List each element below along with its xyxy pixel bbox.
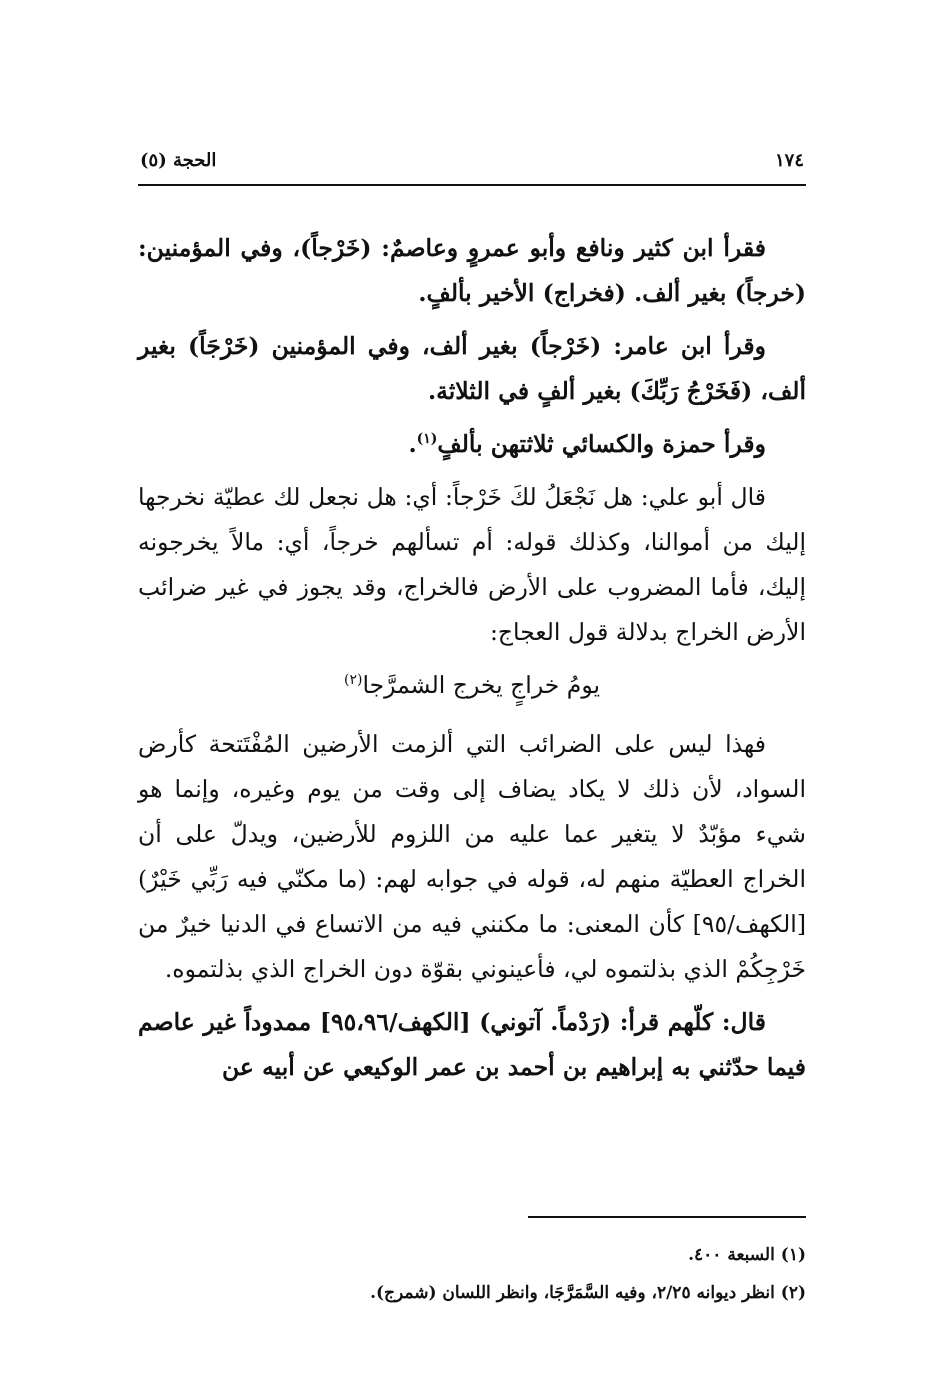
footnote-2: (٢) انظر ديوانه ٢/٢٥، وفيه السَّمَرَّجَا، وانظر اللسان (شمرج). — [370, 1283, 806, 1303]
paragraph-ibn-amir-reading: وقرأ ابن عامر: (خَرْجاً) بغير ألف، وفي المؤمنين (خَرْجَاً) بغير ألف، (فَخَرْجُ رَبِّكَ) بغير ألفٍ في الثلاثة. — [138, 332, 806, 405]
footnote-ref-2: (٢) — [343, 672, 363, 689]
sentence-period: . — [408, 430, 417, 458]
paragraph-hamza-reading — [138, 422, 806, 467]
hamza-reading-text: وقرأ حمزة والكسائي ثلاثتهن بألفٍ — [437, 430, 766, 458]
footnote-ref-1: (١) — [416, 431, 438, 448]
footnote-1: (١) السبعة ٤٠٠. — [688, 1245, 806, 1265]
header-rule — [138, 184, 806, 186]
verse-text: يومُ خراجٍ يخرج الشمرَّجا — [362, 671, 601, 699]
paragraph-abu-ali-commentary: قال أبو علي: هل نَجْعَلُ لكَ خَرْجاً: أي: هل نجعل لك عطيّة نخرجها إليك من أموالنا، وكذلك قوله: أم تسألهم خرجاً، أي: مالاً يخرجونه إليك، فأما المضروب على الأرض فالخراج، وقد يجوز في غير ضرائب الأرض الخراج بدلالة قول العجاج: — [138, 483, 806, 646]
main-text — [138, 226, 806, 1100]
book-page — [138, 0, 806, 1379]
poetry-verse — [138, 663, 806, 708]
book-title: الحجة (٥) — [140, 150, 217, 171]
paragraph-kharaj-explanation: فهذا ليس على الضرائب التي ألزمت الأرضين المُفْتَتحة كأرض السواد، لأن ذلك لا يكاد يضاف إلى وقت من يوم وغيره، وإنما هو شيء مؤبّدٌ لا يتغير عما عليه من اللزوم للأرضين، ويدلّ على أن الخراج العطيّة منهم له، قوله في جوابه لهم: (ما مكنّي فيه رَبِّي خَيْرٌ) [الكهف/٩٥] كأن المعنى: ما مكنني فيه من الاتساع في الدنيا خيرٌ من خَرْجِكُمْ الذي بذلتموه لي، فأعينوني بقوّة دون الخراج الذي بذلتموه. — [138, 730, 806, 983]
paragraph-ibn-kathir-reading: فقرأ ابن كثير ونافع وأبو عمروٍ وعاصمٌ: (خَرْجاً)، وفي المؤمنين: (خرجاً) بغير ألف. (فخراج) الأخير بألفٍ. — [138, 234, 806, 307]
footnote-separator — [528, 1216, 806, 1218]
page-number: ١٧٤ — [774, 150, 804, 171]
footnotes — [138, 1236, 806, 1312]
paragraph-radman-reading: قال: كلّهم قرأ: (رَدْماً. آتوني) [الكهف/٩٥،٩٦] ممدوداً غير عاصم فيما حدّثني به إبراهيم بن أحمد بن عمر الوكيعي عن أبيه عن — [138, 1008, 806, 1081]
running-header — [138, 150, 806, 180]
